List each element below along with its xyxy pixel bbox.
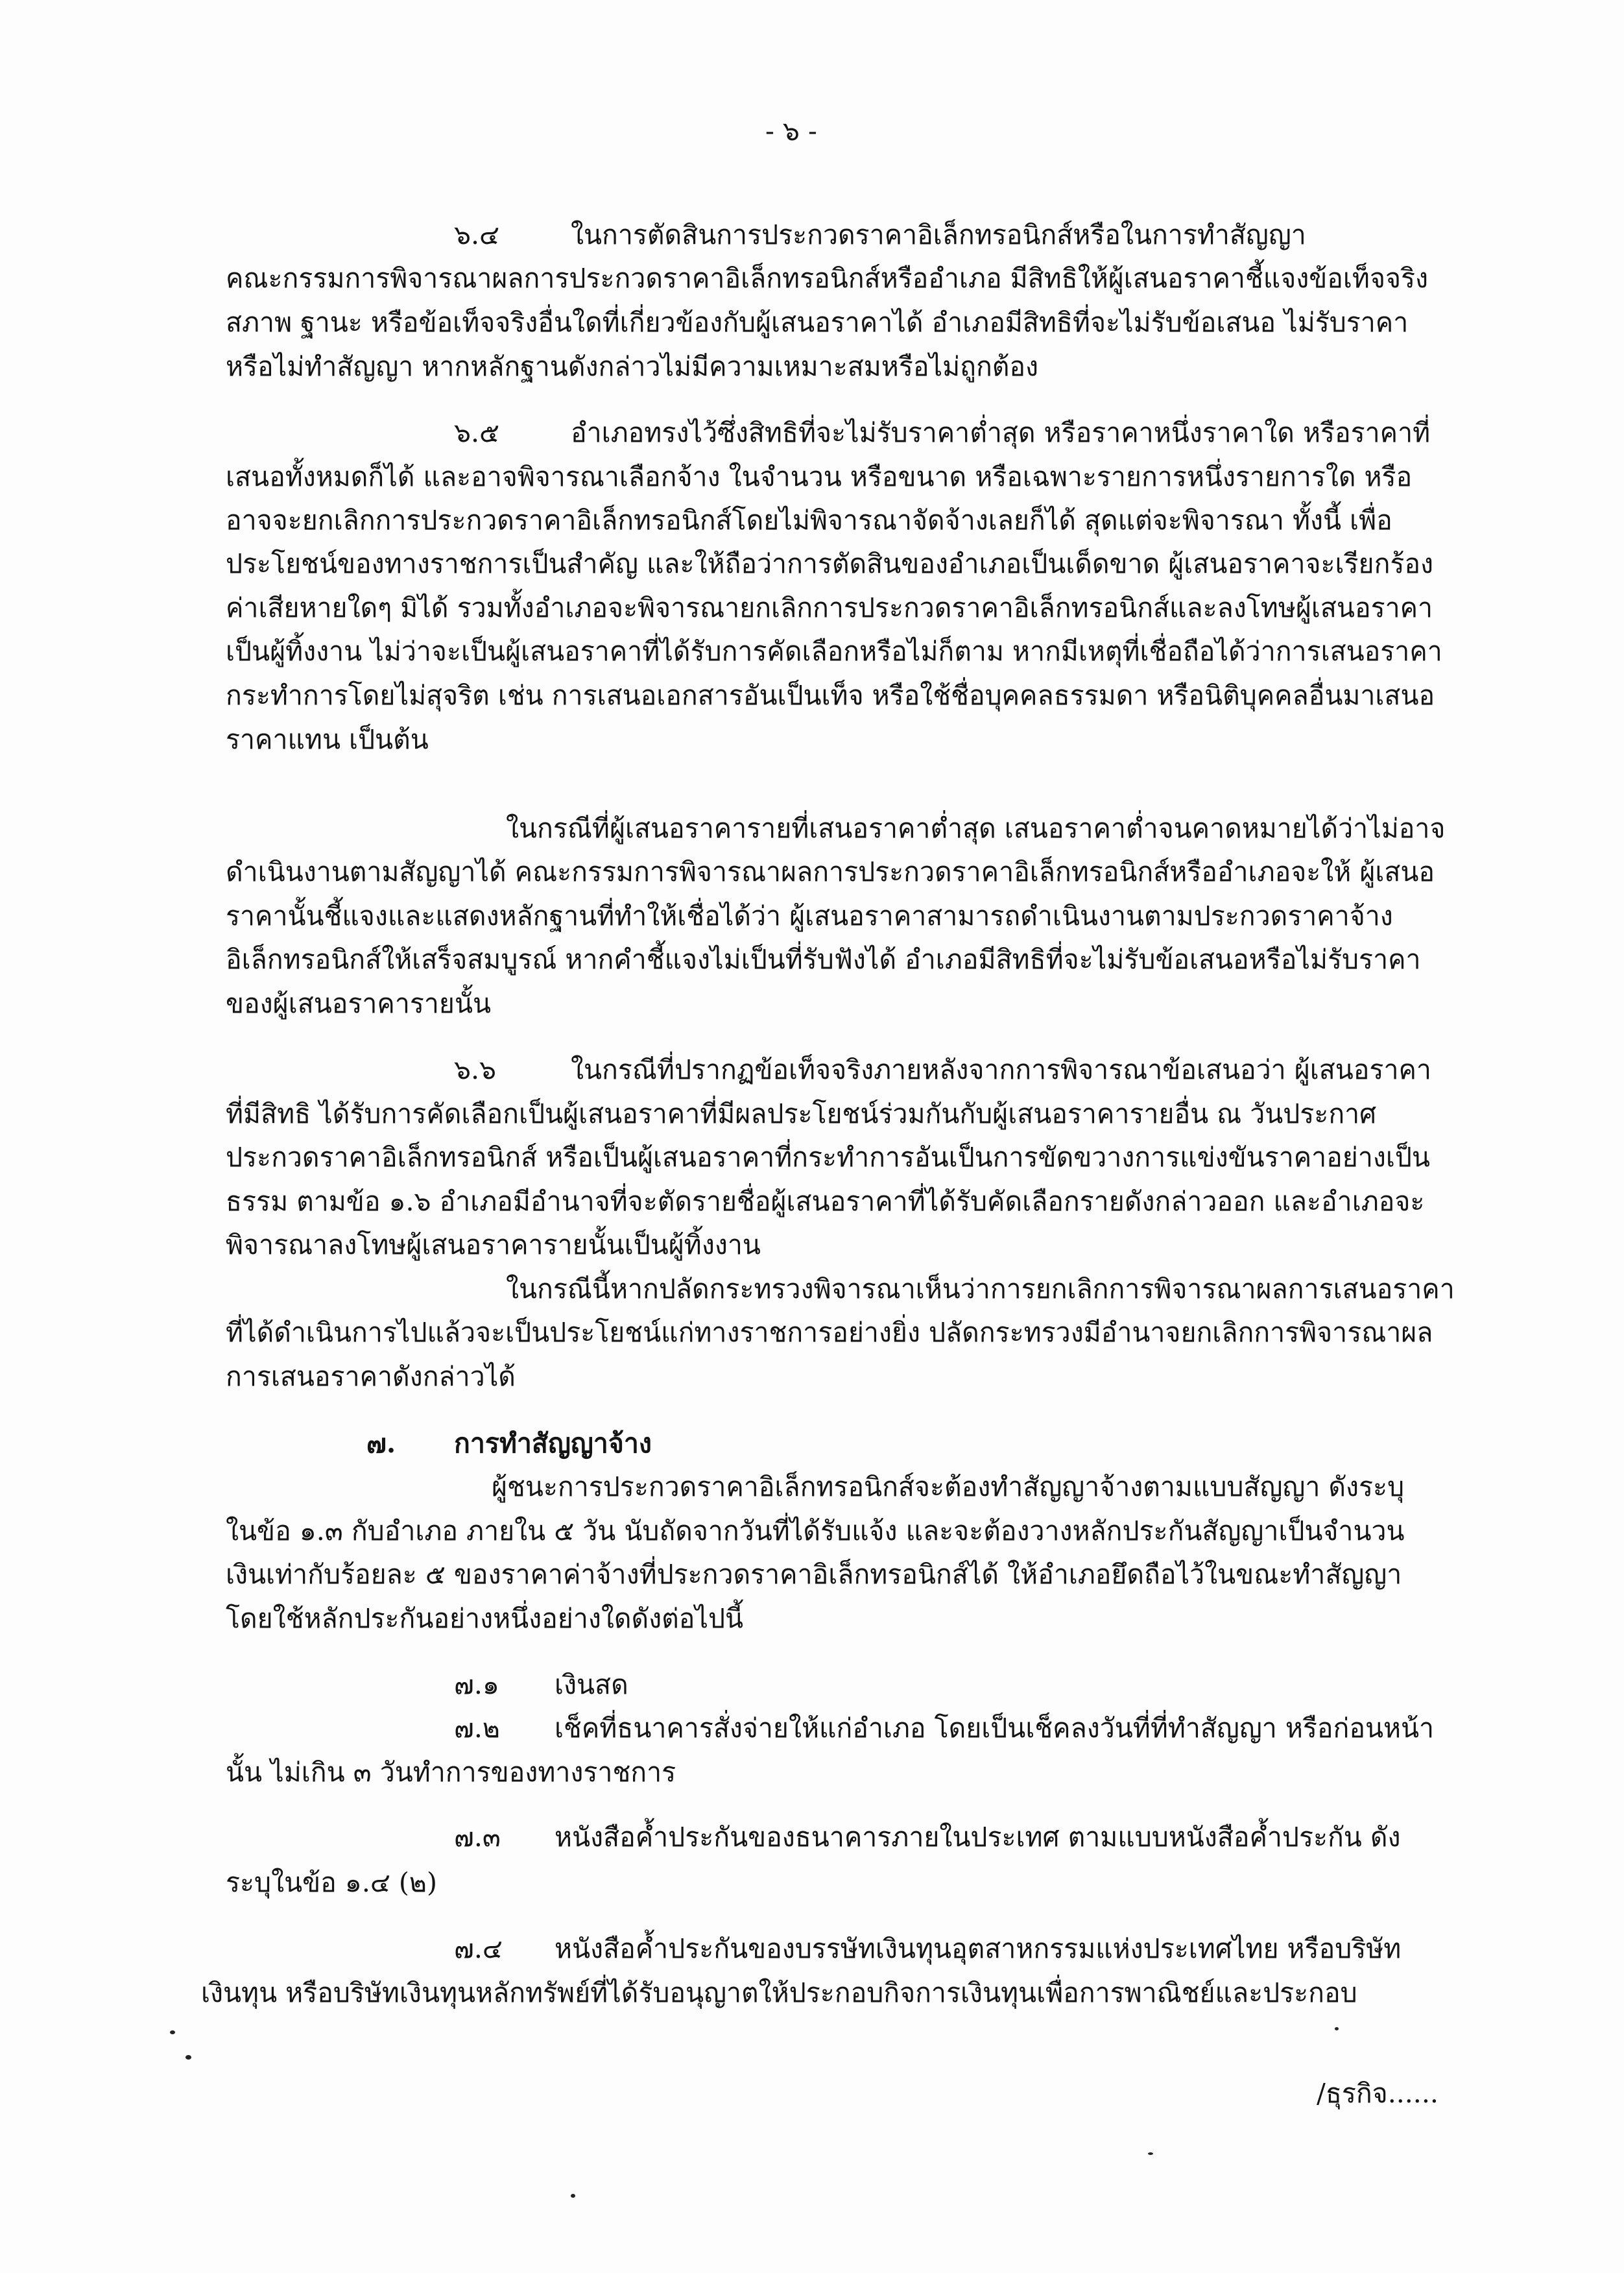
section-6-5-line: อาจจะยกเลิกการประกวดราคาอิเล็กทรอนิกส์โดยไม่พิจารณาจัดจ้างเลยก็ได้ สุดแต่จะพิจารณา ทั้งนี้ เพื่อ (226, 505, 1392, 536)
item-7-3-number: ๗.๓ (454, 1822, 501, 1853)
section-6-5-number: ๖.๕ (454, 417, 500, 448)
section-6-5-para2-line: ในกรณีที่ผู้เสนอราคารายที่เสนอราคาต่ำสุด เสนอราคาต่ำจนคาดหมายได้ว่าไม่อาจ (506, 813, 1446, 844)
section-6-5-para2-line: อิเล็กทรอนิกส์ให้เสร็จสมบูรณ์ หากคำชี้แจงไม่เป็นที่รับฟังได้ อำเภอมีสิทธิที่จะไม่รับข้อเสนอหรือไม่รับราคา (226, 944, 1421, 975)
section-6-6-para2-line: การเสนอราคาดังกล่าวได้ (226, 1361, 516, 1392)
section-7-number: ๗. (366, 1428, 396, 1459)
section-6-6-line: ในกรณีที่ปรากฏข้อเท็จจริงภายหลังจากการพิจารณาข้อเสนอว่า ผู้เสนอราคา (571, 1054, 1431, 1085)
section-6-6-para2-line: ที่ได้ดำเนินการไปแล้วจะเป็นประโยชน์แก่ทางราชการอย่างยิ่ง ปลัดกระทรวงมีอำนาจยกเลิกการพิจารณาผล (226, 1317, 1433, 1348)
section-6-4-line: สภาพ ฐานะ หรือข้อเท็จจริงอื่นใดที่เกี่ยวข้องกับผู้เสนอราคาได้ อำเภอมีสิทธิที่จะไม่รับข้อเสนอ ไม่รับราคา (226, 307, 1409, 338)
item-7-2-line: เช็คที่ธนาคารสั่งจ่ายให้แก่อำเภอ โดยเป็นเช็คลงวันที่ที่ทำสัญญา หรือก่อนหน้า (555, 1713, 1435, 1744)
item-7-4-line: เงินทุน หรือบริษัทเงินทุนหลักทรัพย์ที่ได้รับอนุญาตให้ประกอบกิจการเงินทุนเพื่อการพาณิชย์และประกอบ (201, 1977, 1357, 2008)
item-7-2-line: นั้น ไม่เกิน ๓ วันทำการของทางราชการ (226, 1757, 676, 1788)
section-6-6-line: ธรรม ตามข้อ ๑.๖ อำเภอมีอำนาจที่จะตัดรายชื่อผู้เสนอราคาที่ได้รับคัดเลือกรายดังกล่าวออก และอำเภอจะ (226, 1186, 1425, 1217)
section-7-title: การทำสัญญาจ้าง (454, 1428, 652, 1459)
section-6-5-para2-line: ราคานั้นชี้แจงและแสดงหลักฐานที่ทำให้เชื่อได้ว่า ผู้เสนอราคาสามารถดำเนินงานตามประกวดราคาจ้าง (226, 900, 1393, 932)
section-6-6-line: ที่มีสิทธิ ได้รับการคัดเลือกเป็นผู้เสนอราคาที่มีผลประโยชน์ร่วมกันกับผู้เสนอราคารายอื่น ณ วันประกาศ (226, 1098, 1377, 1129)
section-6-5-line: เสนอทั้งหมดก็ได้ และอาจพิจารณาเลือกจ้าง ในจำนวน หรือขนาด หรือเฉพาะรายการหนึ่งรายการใด หรือ (226, 461, 1413, 492)
scan-speck (1335, 2027, 1339, 2030)
section-6-6-line: พิจารณาลงโทษผู้เสนอราคารายนั้นเป็นผู้ทิ้งงาน (226, 1229, 761, 1260)
section-6-5-line: กระทำการโดยไม่สุจริต เช่น การเสนอเอกสารอันเป็นเท็จ หรือใช้ชื่อบุคคลธรรมดา หรือนิติบุคคลอื่นมาเสนอ (226, 680, 1435, 711)
scan-speck (571, 2194, 575, 2198)
item-7-2-number: ๗.๒ (454, 1713, 500, 1744)
page-number: - ๖ - (765, 115, 817, 147)
section-6-5-line: ประโยชน์ของทางราชการเป็นสำคัญ และให้ถือว่าการตัดสินของอำเภอเป็นเด็ดขาด ผู้เสนอราคาจะเรียกร้อง (226, 548, 1434, 579)
section-7-line: ผู้ชนะการประกวดราคาอิเล็กทรอนิกส์จะต้องทำสัญญาจ้างตามแบบสัญญา ดังระบุ (492, 1471, 1405, 1502)
section-6-5-line: เป็นผู้ทิ้งงาน ไม่ว่าจะเป็นผู้เสนอราคาที่ได้รับการคัดเลือกหรือไม่ก็ตาม หากมีเหตุที่เชื่อถือได้ว่าการเสนอราคา (226, 636, 1442, 667)
item-7-1-number: ๗.๑ (454, 1669, 499, 1700)
continuation-note: /ธุรกิจ...... (1317, 2078, 1439, 2109)
section-6-4-line: หรือไม่ทำสัญญา หากหลักฐานดังกล่าวไม่มีความเหมาะสมหรือไม่ถูกต้อง (226, 351, 1039, 382)
section-7-line: โดยใช้หลักประกันอย่างหนึ่งอย่างใดดังต่อไปนี้ (226, 1603, 744, 1634)
scan-speck (185, 2055, 191, 2060)
item-7-3-line: หนังสือค้ำประกันของธนาคารภายในประเทศ ตามแบบหนังสือค้ำประกัน ดัง (555, 1822, 1401, 1853)
section-7-line: ในข้อ ๑.๓ กับอำเภอ ภายใน ๕ วัน นับถัดจากวันที่ได้รับแจ้ง และจะต้องวางหลักประกันสัญญาเป็นจำนวน (226, 1515, 1405, 1546)
item-7-4-line: หนังสือค้ำประกันของบรรษัทเงินทุนอุตสาหกรรมแห่งประเทศไทย หรือบริษัท (555, 1933, 1402, 1964)
scan-speck (1148, 2152, 1153, 2155)
section-6-5-para2-line: ดำเนินงานตามสัญญาได้ คณะกรรมการพิจารณาผลการประกวดราคาอิเล็กทรอนิกส์หรืออำเภอจะให้ ผู้เสนอ (226, 856, 1435, 887)
section-6-4-number: ๖.๔ (454, 219, 500, 250)
item-7-1-line: เงินสด (555, 1669, 628, 1700)
section-6-6-para2-line: ในกรณีนี้หากปลัดกระทรวงพิจารณาเห็นว่าการยกเลิกการพิจารณาผลการเสนอราคา (506, 1273, 1455, 1305)
item-7-4-number: ๗.๔ (454, 1933, 503, 1964)
section-7-line: เงินเท่ากับร้อยละ ๕ ของราคาค่าจ้างที่ประกวดราคาอิเล็กทรอนิกส์ได้ ให้อำเภอยึดถือไว้ในขณะทำสัญญา (226, 1559, 1402, 1590)
section-6-5-line: ค่าเสียหายใดๆ มิได้ รวมทั้งอำเภอจะพิจารณายกเลิกการประกวดราคาอิเล็กทรอนิกส์และลงโทษผู้เสนอราคา (226, 592, 1433, 623)
item-7-3-line: ระบุในข้อ ๑.๔ (๒) (226, 1867, 437, 1898)
scan-speck (170, 2030, 175, 2034)
section-6-5-para2-line: ของผู้เสนอราคารายนั้น (226, 988, 491, 1019)
section-6-6-number: ๖.๖ (454, 1054, 497, 1085)
section-6-5-line: อำเภอทรงไว้ซึ่งสิทธิที่จะไม่รับราคาต่ำสุด หรือราคาหนึ่งราคาใด หรือราคาที่ (571, 417, 1431, 448)
section-6-4-line: ในการตัดสินการประกวดราคาอิเล็กทรอนิกส์หรือในการทำสัญญา (571, 219, 1306, 250)
section-6-4-line: คณะกรรมการพิจารณาผลการประกวดราคาอิเล็กทรอนิกส์หรืออำเภอ มีสิทธิให้ผู้เสนอราคาชี้แจงข้อเท็จจริง (226, 263, 1429, 294)
section-6-6-line: ประกวดราคาอิเล็กทรอนิกส์ หรือเป็นผู้เสนอราคาที่กระทำการอันเป็นการขัดขวางการแข่งขันราคาอย่างเป็น (226, 1142, 1430, 1173)
section-6-5-line: ราคาแทน เป็นต้น (226, 724, 429, 755)
